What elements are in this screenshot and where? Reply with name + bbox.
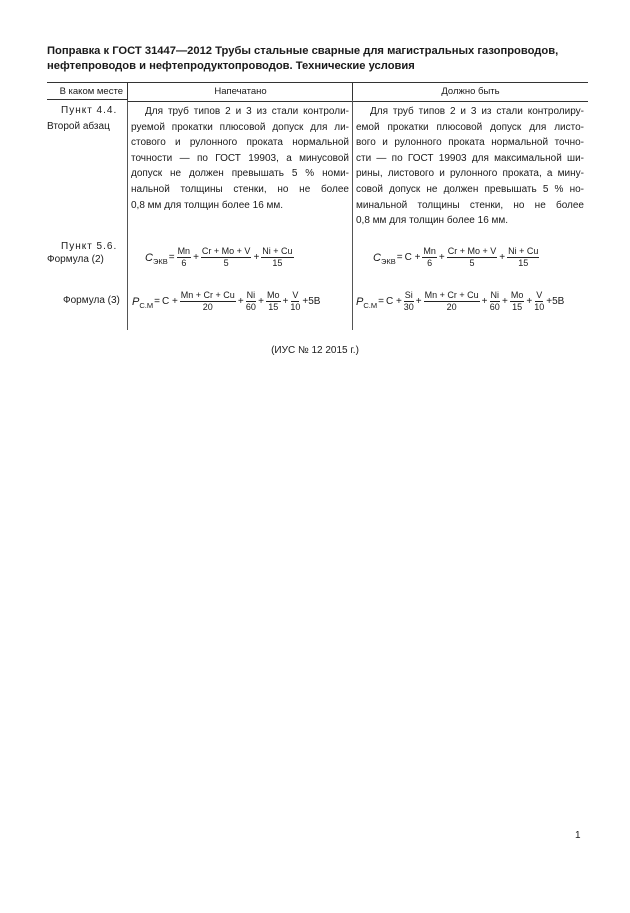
- text-line: точности — по ГОСТ 19903, а минусовой: [131, 152, 349, 164]
- row1-printed-text: [131, 104, 349, 213]
- text-line: минальной толщины стенки, но не более: [356, 199, 584, 211]
- term-c: C +: [161, 296, 178, 307]
- header-place: В каком месте: [47, 82, 127, 100]
- term-c: C +: [385, 296, 402, 307]
- header-correct: Должно быть: [352, 82, 588, 102]
- ius-reference: (ИУС № 12 2015 г.): [271, 345, 359, 356]
- text-line: вого и рулонного проката нормальной точно-: [356, 137, 584, 149]
- text-line: сти — по ГОСТ 19903 для максимальной ши-: [356, 152, 584, 164]
- row1-correct-text: [356, 104, 584, 229]
- text-line: нальной толщины стенки, но не более: [131, 183, 349, 195]
- plus-sign: +: [415, 296, 422, 307]
- fraction: $\frac{Mn}{6}$: [423, 246, 436, 268]
- term-5b: +5B: [302, 296, 321, 307]
- plus-sign: +: [282, 296, 289, 307]
- plus-sign: +: [438, 252, 445, 263]
- plus-sign: +: [237, 296, 244, 307]
- formula-symbol: $P_{С.М}$: [356, 295, 378, 310]
- equals-sign: =: [378, 296, 384, 307]
- fraction: $\frac{Ni}{60}$: [489, 290, 500, 312]
- formula-2-correct: [373, 246, 540, 269]
- row2-place-line2: Формула (2): [47, 254, 104, 265]
- plus-sign: +: [193, 252, 199, 263]
- term-5b: +5B: [546, 296, 565, 307]
- page-number: 1: [575, 830, 581, 841]
- row1-place-line1: Пункт 4.4.: [61, 105, 118, 116]
- fraction: $\frac{Mo}{15}$: [267, 290, 280, 312]
- formula-3-correct: [356, 290, 565, 313]
- fraction: $\frac{Cr + Mo + V}{5}$: [201, 246, 251, 268]
- formula-symbol: $C_{ЭКВ}$: [373, 251, 396, 266]
- formula-symbol: $P_{С.М}$: [132, 295, 154, 310]
- text-line: Для труб типов 2 и 3 из стали контроли-: [145, 106, 349, 117]
- plus-sign: +: [253, 252, 260, 263]
- fraction: $\frac{V}{10}$: [534, 290, 545, 312]
- text-line: руемой прокатки плюсовой допуск для ли-: [131, 121, 349, 133]
- text-line: емой прокатки плюсовой допуск для листо-: [356, 121, 584, 133]
- text-line: рины, листового и рулонного проката, а мину-: [356, 168, 584, 180]
- formula-3-printed: [132, 290, 321, 313]
- row1-place-line2: Второй абзац: [47, 121, 110, 132]
- equals-sign: =: [168, 252, 175, 263]
- plus-sign: +: [499, 252, 506, 263]
- plus-sign: +: [258, 296, 264, 307]
- formula-symbol: $C_{ЭКВ}$: [145, 251, 168, 266]
- equals-sign: =: [396, 252, 403, 263]
- fraction: $\frac{Ni}{60}$: [245, 290, 256, 312]
- row2-place-line1: Пункт 5.6.: [61, 241, 118, 252]
- term-c: C +: [404, 252, 421, 263]
- fraction: $\frac{Cr + Mo + V}{5}$: [447, 246, 497, 268]
- equals-sign: =: [154, 296, 160, 307]
- fraction: $\frac{V}{10}$: [290, 290, 301, 312]
- column-divider: [352, 100, 353, 330]
- row3-place: Формула (3): [63, 295, 120, 306]
- header-printed: Напечатано: [127, 82, 353, 102]
- column-divider: [127, 100, 128, 330]
- plus-sign: +: [526, 296, 533, 307]
- fraction: $\frac{Mn + Cr + Cu}{20}$: [180, 290, 235, 312]
- text-line: стового и рулонного проката нормальной: [131, 137, 349, 149]
- fraction: $\frac{Mo}{15}$: [510, 290, 524, 312]
- fraction: $\frac{Ni + Cu}{15}$: [262, 246, 293, 268]
- text-line: 0,8 мм для толщин более 16 мм.: [131, 199, 284, 211]
- fraction: $\frac{Si}{30}$: [403, 290, 414, 312]
- document-title: Поправка к ГОСТ 31447—2012 Трубы стальные сварные для магистральных газопроводов, нефтепроводов и нефтепродуктопроводов. Технические условия: [47, 45, 559, 72]
- text-line: Для труб типов 2 и 3 из стали контролиру-: [370, 106, 584, 117]
- text-line: 0,8 мм для толщин более 16 мм.: [356, 215, 509, 227]
- formula-2-printed: [145, 246, 295, 269]
- plus-sign: +: [481, 296, 488, 307]
- fraction: $\frac{Mn}{6}$: [177, 246, 191, 268]
- plus-sign: +: [502, 296, 508, 307]
- text-line: совой допуск не должен превышать 5 % но-: [356, 183, 584, 195]
- fraction: $\frac{Mn + Cr + Cu}{20}$: [424, 290, 479, 312]
- text-line: допуск не должен превышать 5 % номи-: [131, 168, 349, 180]
- fraction: $\frac{Ni + Cu}{15}$: [508, 246, 539, 268]
